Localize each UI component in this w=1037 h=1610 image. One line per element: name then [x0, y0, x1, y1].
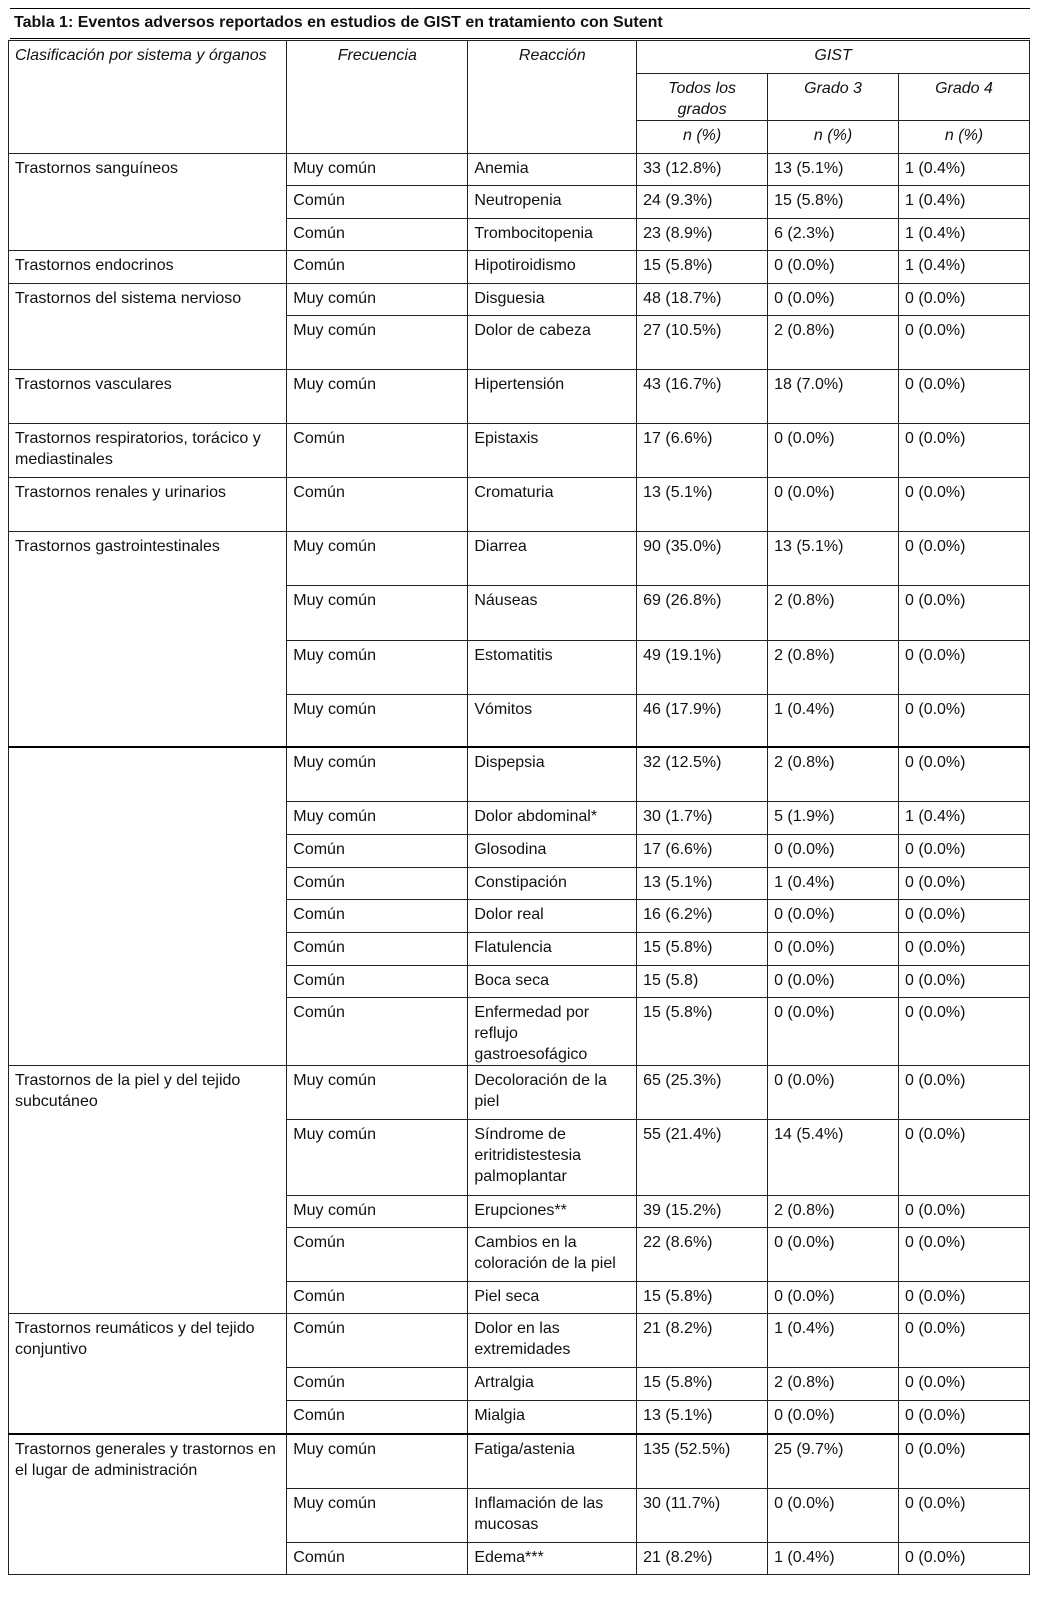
- frequency-cell: Común: [287, 835, 468, 868]
- table-row: [9, 251, 1030, 284]
- grade-3-cell: 2 (0.8%): [768, 1196, 899, 1228]
- frequency-cell: Común: [287, 1543, 468, 1575]
- frequency-cell: Muy común: [287, 532, 468, 586]
- header-grade-3: Grado 3: [768, 74, 899, 121]
- frequency-cell: Muy común: [287, 1196, 468, 1228]
- reaction-cell: Hipotiroidismo: [468, 251, 637, 284]
- reaction-cell: Náuseas: [468, 586, 637, 641]
- grade-4-cell: 0 (0.0%): [899, 1434, 1030, 1489]
- grade-4-cell: 1 (0.4%): [899, 186, 1030, 219]
- grade-4-cell: 1 (0.4%): [899, 219, 1030, 251]
- grade-3-cell: 2 (0.8%): [768, 316, 899, 370]
- all-grades-cell: 22 (8.6%): [637, 1228, 768, 1282]
- reaction-cell: Epistaxis: [468, 424, 637, 478]
- all-grades-cell: 30 (11.7%): [637, 1489, 768, 1543]
- category-cell: Trastornos de la piel y del tejido subcutáneo: [9, 1066, 287, 1314]
- reaction-cell: Trombocitopenia: [468, 219, 637, 251]
- header-category: Clasificación por sistema y órganos: [9, 41, 287, 154]
- grade-4-cell: 1 (0.4%): [899, 802, 1030, 835]
- grade-4-cell: 0 (0.0%): [899, 284, 1030, 316]
- grade-3-cell: 1 (0.4%): [768, 695, 899, 748]
- table-body: [9, 154, 1030, 1575]
- reaction-cell: Dolor abdominal*: [468, 802, 637, 835]
- frequency-cell: Común: [287, 868, 468, 900]
- all-grades-cell: 15 (5.8%): [637, 1368, 768, 1401]
- grade-3-cell: 2 (0.8%): [768, 1368, 899, 1401]
- frequency-cell: Muy común: [287, 370, 468, 424]
- category-cell: Trastornos respiratorios, torácico y mediastinales: [9, 424, 287, 478]
- grade-4-cell: 0 (0.0%): [899, 1543, 1030, 1575]
- category-cell: [9, 747, 287, 1066]
- grade-4-cell: 0 (0.0%): [899, 1314, 1030, 1368]
- reaction-cell: Dolor en las extremidades: [468, 1314, 637, 1368]
- grade-4-cell: 0 (0.0%): [899, 478, 1030, 532]
- reaction-cell: Constipación: [468, 868, 637, 900]
- grade-4-cell: 0 (0.0%): [899, 1401, 1030, 1435]
- frequency-cell: Común: [287, 186, 468, 219]
- reaction-cell: Flatulencia: [468, 933, 637, 966]
- category-cell: Trastornos renales y urinarios: [9, 478, 287, 532]
- grade-4-cell: 0 (0.0%): [899, 695, 1030, 748]
- grade-4-cell: 0 (0.0%): [899, 966, 1030, 998]
- table-row: [9, 1434, 1030, 1489]
- grade-4-cell: 0 (0.0%): [899, 316, 1030, 370]
- grade-3-cell: 1 (0.4%): [768, 868, 899, 900]
- grade-3-cell: 13 (5.1%): [768, 154, 899, 186]
- all-grades-cell: 33 (12.8%): [637, 154, 768, 186]
- all-grades-cell: 90 (35.0%): [637, 532, 768, 586]
- frequency-cell: Común: [287, 1368, 468, 1401]
- frequency-cell: Común: [287, 1314, 468, 1368]
- grade-4-cell: 0 (0.0%): [899, 370, 1030, 424]
- reaction-cell: Síndrome de eritridistestesia palmoplantar: [468, 1120, 637, 1196]
- all-grades-cell: 21 (8.2%): [637, 1314, 768, 1368]
- category-cell: Trastornos generales y trastornos en el lugar de administración: [9, 1434, 287, 1575]
- all-grades-cell: 17 (6.6%): [637, 424, 768, 478]
- all-grades-cell: 15 (5.8%): [637, 933, 768, 966]
- grade-4-cell: 0 (0.0%): [899, 998, 1030, 1066]
- all-grades-cell: 32 (12.5%): [637, 747, 768, 802]
- grade-3-cell: 25 (9.7%): [768, 1434, 899, 1489]
- all-grades-cell: 15 (5.8): [637, 966, 768, 998]
- grade-4-cell: 1 (0.4%): [899, 154, 1030, 186]
- grade-4-cell: 0 (0.0%): [899, 868, 1030, 900]
- grade-3-cell: 0 (0.0%): [768, 998, 899, 1066]
- grade-3-cell: 2 (0.8%): [768, 641, 899, 695]
- grade-4-cell: 0 (0.0%): [899, 641, 1030, 695]
- table-title: Tabla 1: Eventos adversos reportados en estudios de GIST en tratamiento con Sutent: [14, 14, 663, 31]
- table-row: [9, 747, 1030, 802]
- header-unit-g4: n (%): [899, 121, 1030, 154]
- grade-3-cell: 0 (0.0%): [768, 966, 899, 998]
- reaction-cell: Estomatitis: [468, 641, 637, 695]
- reaction-cell: Diarrea: [468, 532, 637, 586]
- reaction-cell: Erupciones**: [468, 1196, 637, 1228]
- grade-3-cell: 0 (0.0%): [768, 1066, 899, 1120]
- grade-3-cell: 18 (7.0%): [768, 370, 899, 424]
- frequency-cell: Común: [287, 1228, 468, 1282]
- frequency-cell: Muy común: [287, 747, 468, 802]
- reaction-cell: Piel seca: [468, 1282, 637, 1314]
- grade-3-cell: 13 (5.1%): [768, 532, 899, 586]
- frequency-cell: Común: [287, 424, 468, 478]
- grade-3-cell: 0 (0.0%): [768, 478, 899, 532]
- all-grades-cell: 48 (18.7%): [637, 284, 768, 316]
- reaction-cell: Neutropenia: [468, 186, 637, 219]
- frequency-cell: Muy común: [287, 154, 468, 186]
- reaction-cell: Cambios en la coloración de la piel: [468, 1228, 637, 1282]
- grade-3-cell: 0 (0.0%): [768, 1401, 899, 1435]
- grade-3-cell: 0 (0.0%): [768, 1489, 899, 1543]
- grade-4-cell: 0 (0.0%): [899, 1196, 1030, 1228]
- header-frequency: Frecuencia: [287, 41, 468, 154]
- grade-4-cell: 0 (0.0%): [899, 1120, 1030, 1196]
- all-grades-cell: 43 (16.7%): [637, 370, 768, 424]
- category-cell: Trastornos endocrinos: [9, 251, 287, 284]
- all-grades-cell: 15 (5.8%): [637, 251, 768, 284]
- all-grades-cell: 135 (52.5%): [637, 1434, 768, 1489]
- grade-4-cell: 1 (0.4%): [899, 251, 1030, 284]
- reaction-cell: Glosodina: [468, 835, 637, 868]
- frequency-cell: Común: [287, 251, 468, 284]
- grade-4-cell: 0 (0.0%): [899, 900, 1030, 933]
- reaction-cell: Mialgia: [468, 1401, 637, 1435]
- grade-3-cell: 0 (0.0%): [768, 933, 899, 966]
- all-grades-cell: 13 (5.1%): [637, 868, 768, 900]
- frequency-cell: Común: [287, 998, 468, 1066]
- category-cell: Trastornos gastrointestinales: [9, 532, 287, 748]
- frequency-cell: Muy común: [287, 1434, 468, 1489]
- frequency-cell: Muy común: [287, 1489, 468, 1543]
- all-grades-cell: 13 (5.1%): [637, 478, 768, 532]
- table-row: [9, 154, 1030, 186]
- header-row: [9, 41, 1030, 74]
- grade-3-cell: 0 (0.0%): [768, 1228, 899, 1282]
- adverse-events-table: [8, 40, 1030, 1575]
- frequency-cell: Muy común: [287, 586, 468, 641]
- reaction-cell: Vómitos: [468, 695, 637, 748]
- reaction-cell: Fatiga/astenia: [468, 1434, 637, 1489]
- header-grade-4: Grado 4: [899, 74, 1030, 121]
- grade-4-cell: 0 (0.0%): [899, 933, 1030, 966]
- reaction-cell: Decoloración de la piel: [468, 1066, 637, 1120]
- reaction-cell: Inflamación de las mucosas: [468, 1489, 637, 1543]
- frequency-cell: Común: [287, 1282, 468, 1314]
- grade-3-cell: 5 (1.9%): [768, 802, 899, 835]
- table-row: [9, 1314, 1030, 1368]
- all-grades-cell: 23 (8.9%): [637, 219, 768, 251]
- grade-3-cell: 0 (0.0%): [768, 424, 899, 478]
- table-row: [9, 424, 1030, 478]
- all-grades-cell: 17 (6.6%): [637, 835, 768, 868]
- category-cell: Trastornos sanguíneos: [9, 154, 287, 251]
- grade-3-cell: 0 (0.0%): [768, 900, 899, 933]
- frequency-cell: Común: [287, 900, 468, 933]
- grade-3-cell: 2 (0.8%): [768, 747, 899, 802]
- category-cell: Trastornos reumáticos y del tejido conjuntivo: [9, 1314, 287, 1435]
- frequency-cell: Muy común: [287, 802, 468, 835]
- grade-4-cell: 0 (0.0%): [899, 1282, 1030, 1314]
- header-reaction: Reacción: [468, 41, 637, 154]
- all-grades-cell: 49 (19.1%): [637, 641, 768, 695]
- frequency-cell: Muy común: [287, 284, 468, 316]
- frequency-cell: Muy común: [287, 695, 468, 748]
- header-all-grades: Todos los grados: [637, 74, 768, 121]
- frequency-cell: Común: [287, 219, 468, 251]
- frequency-cell: Común: [287, 478, 468, 532]
- frequency-cell: Común: [287, 1401, 468, 1435]
- grade-4-cell: 0 (0.0%): [899, 532, 1030, 586]
- all-grades-cell: 24 (9.3%): [637, 186, 768, 219]
- all-grades-cell: 15 (5.8%): [637, 1282, 768, 1314]
- reaction-cell: Enfermedad por reflujo gastroesofágico: [468, 998, 637, 1066]
- grade-3-cell: 14 (5.4%): [768, 1120, 899, 1196]
- grade-3-cell: 6 (2.3%): [768, 219, 899, 251]
- frequency-cell: Muy común: [287, 1120, 468, 1196]
- grade-3-cell: 0 (0.0%): [768, 251, 899, 284]
- reaction-cell: Boca seca: [468, 966, 637, 998]
- header-unit-g3: n (%): [768, 121, 899, 154]
- reaction-cell: Dolor de cabeza: [468, 316, 637, 370]
- all-grades-cell: 39 (15.2%): [637, 1196, 768, 1228]
- grade-4-cell: 0 (0.0%): [899, 424, 1030, 478]
- all-grades-cell: 27 (10.5%): [637, 316, 768, 370]
- table-row: [9, 1066, 1030, 1120]
- table-row: [9, 370, 1030, 424]
- all-grades-cell: 30 (1.7%): [637, 802, 768, 835]
- header-unit-all: n (%): [637, 121, 768, 154]
- frequency-cell: Muy común: [287, 316, 468, 370]
- grade-4-cell: 0 (0.0%): [899, 586, 1030, 641]
- table-row: [9, 478, 1030, 532]
- grade-4-cell: 0 (0.0%): [899, 835, 1030, 868]
- reaction-cell: Edema***: [468, 1543, 637, 1575]
- grade-3-cell: 1 (0.4%): [768, 1314, 899, 1368]
- reaction-cell: Anemia: [468, 154, 637, 186]
- grade-4-cell: 0 (0.0%): [899, 1228, 1030, 1282]
- frequency-cell: Común: [287, 966, 468, 998]
- reaction-cell: Disguesia: [468, 284, 637, 316]
- reaction-cell: Cromaturia: [468, 478, 637, 532]
- reaction-cell: Hipertensión: [468, 370, 637, 424]
- grade-4-cell: 0 (0.0%): [899, 1489, 1030, 1543]
- frequency-cell: Muy común: [287, 641, 468, 695]
- top-rule: [10, 8, 1030, 9]
- grade-3-cell: 1 (0.4%): [768, 1543, 899, 1575]
- title-rule: [10, 38, 1030, 39]
- all-grades-cell: 46 (17.9%): [637, 695, 768, 748]
- all-grades-cell: 65 (25.3%): [637, 1066, 768, 1120]
- grade-4-cell: 0 (0.0%): [899, 747, 1030, 802]
- all-grades-cell: 21 (8.2%): [637, 1543, 768, 1575]
- reaction-cell: Dolor real: [468, 900, 637, 933]
- grade-3-cell: 0 (0.0%): [768, 1282, 899, 1314]
- table-row: [9, 284, 1030, 316]
- reaction-cell: Dispepsia: [468, 747, 637, 802]
- category-cell: Trastornos vasculares: [9, 370, 287, 424]
- grade-3-cell: 2 (0.8%): [768, 586, 899, 641]
- all-grades-cell: 69 (26.8%): [637, 586, 768, 641]
- all-grades-cell: 16 (6.2%): [637, 900, 768, 933]
- category-cell: Trastornos del sistema nervioso: [9, 284, 287, 370]
- all-grades-cell: 15 (5.8%): [637, 998, 768, 1066]
- header-gist: GIST: [637, 41, 1030, 74]
- grade-3-cell: 0 (0.0%): [768, 835, 899, 868]
- grade-3-cell: 0 (0.0%): [768, 284, 899, 316]
- grade-4-cell: 0 (0.0%): [899, 1368, 1030, 1401]
- grade-4-cell: 0 (0.0%): [899, 1066, 1030, 1120]
- all-grades-cell: 55 (21.4%): [637, 1120, 768, 1196]
- frequency-cell: Común: [287, 933, 468, 966]
- frequency-cell: Muy común: [287, 1066, 468, 1120]
- table-row: [9, 532, 1030, 586]
- all-grades-cell: 13 (5.1%): [637, 1401, 768, 1435]
- reaction-cell: Artralgia: [468, 1368, 637, 1401]
- grade-3-cell: 15 (5.8%): [768, 186, 899, 219]
